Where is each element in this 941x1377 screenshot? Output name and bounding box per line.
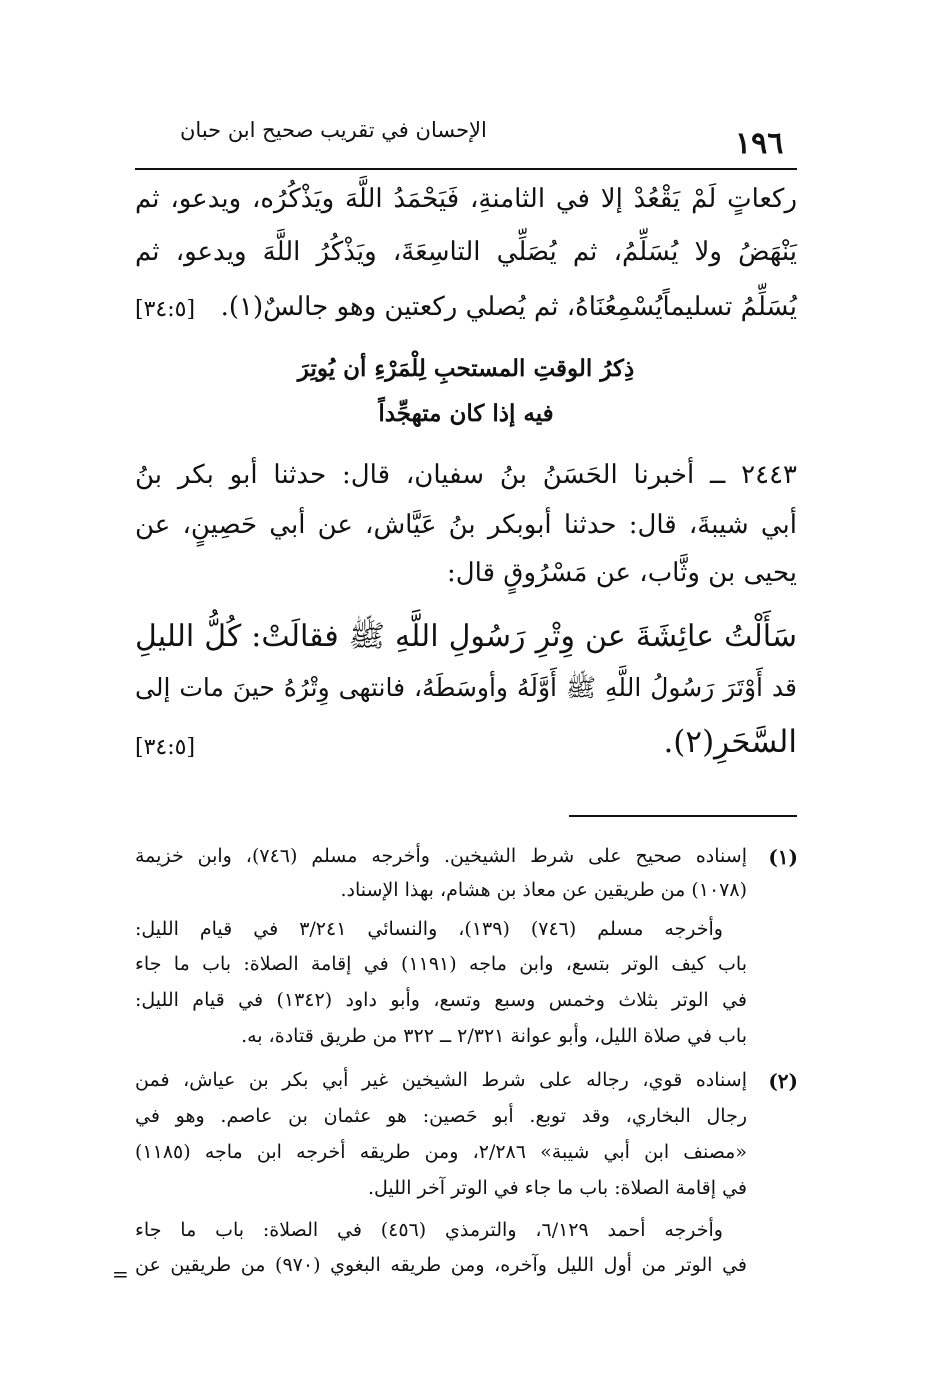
footnote-line: «مصنف ابن أبي شيبة» ٢/٢٨٦، ومن طريقه أخرجه ابن ماجه (١١٨٥) [135, 1141, 747, 1163]
matn-line: السَّحَرِ(٢). [663, 724, 797, 760]
footnote-line: باب كيف الوتر بتسع، وابن ماجه (١١٩١) في إقامة الصلاة: باب ما جاء [135, 953, 748, 975]
footnote-line: (١٠٧٨) من طريقين عن معاذ بن هشام، بهذا الإسناد. [340, 879, 747, 901]
footnote-number: (٢) [768, 1069, 798, 1093]
footnote-divider [569, 815, 797, 817]
footnote-line: وأخرجه مسلم (٧٤٦) (١٣٩)، والنسائي ٣/٢٤١ في قيام الليل: [135, 918, 723, 940]
isnad-line: يحيى بن وثَّاب، عن مَسْرُوقٍ قال: [447, 558, 797, 588]
continuation-mark: = [112, 1262, 129, 1286]
running-title: الإحسان في تقريب صحيح ابن حبان [180, 118, 487, 142]
footnote-line: وأخرجه أحمد ٦/١٢٩، والترمذي (٤٥٦) في الصلاة: باب ما جاء [135, 1219, 723, 1241]
paragraph-line: يُسَلِّمُ تسليماًيُسْمِعُنَاهُ، ثم يُصلي ركعتين وهو جالسٌ(١). [220, 292, 797, 322]
paragraph-line: يَنْهَضُ ولا يُسَلِّمُ، ثم يُصَلِّي التاسِعَةَ، ويَذْكُرُ اللَّهَ ويدعو، ثم [135, 237, 797, 267]
footnote-line: في الوتر بثلاث وخمس وسبع وتسع، وأبو داود (١٣٤٢) في قيام الليل: [135, 989, 748, 1011]
section-heading: ذِكرُ الوقتِ المستحبِ لِلْمَرْءِ أن يُوتِرَ [297, 355, 635, 382]
footnote-line: في إقامة الصلاة: باب ما جاء في الوتر آخر الليل. [367, 1177, 747, 1199]
footnote-line: إسناده صحيح على شرط الشيخين. وأخرجه مسلم (٧٤٦)، وابن خزيمة [135, 845, 747, 867]
footnote-line: في الوتر من أول الليل وآخره، ومن طريقه البغوي (٩٧٠) من طريقين عن [135, 1254, 747, 1276]
paragraph-line: ركعاتٍ لَمْ يَقْعُدْ إلا في الثامنةِ، فَيَحْمَدُ اللَّهَ ويَذْكُرُه، ويدعو، ثم [135, 184, 797, 214]
isnad-line: ٢٤٤٣ ــ أخبرنا الحَسَنُ بنُ سفيان، قال: حدثنا أبو بكر بنُ [135, 460, 797, 490]
footnote-line: إسناده قوي، رجاله على شرط الشيخين غير أبي بكر بن عياش، فمن [135, 1069, 747, 1091]
footnote-line: باب في صلاة الليل، وأبو عوانة ٢/٣٢١ ــ ٣٢٢ من طريق قتادة، به. [241, 1025, 747, 1047]
footnote-line: رجال البخاري، وقد توبع. أبو حَصين: هو عثمان بن عاصم. وهو في [135, 1105, 747, 1127]
reference-bracket: [٣٤:٥] [135, 297, 196, 322]
reference-bracket: [٣٤:٥] [135, 735, 196, 760]
section-subheading: فيه إذا كان متهجِّداً [378, 400, 554, 427]
matn-line: قد أَوْتَرَ رَسُولُ اللَّهِ ﷺ أَوَّلَهُ وأوسَطَهُ، فانتهى وِتْرُهُ حينَ مات إلى [135, 673, 797, 702]
isnad-line: أبي شيبةَ، قال: حدثنا أبوبكر بنُ عَيَّاش، عن أبي حَصِينٍ، عن [135, 510, 797, 540]
footnote-number: (١) [768, 845, 798, 869]
header-divider [135, 168, 797, 170]
matn-line: سَأَلْتُ عائِشَةَ عن وِتْرِ رَسُولِ اللَّهِ ﷺ فقالَتْ: كُلُّ الليلِ [135, 619, 797, 654]
page-number: ١٩٦ [735, 126, 784, 161]
